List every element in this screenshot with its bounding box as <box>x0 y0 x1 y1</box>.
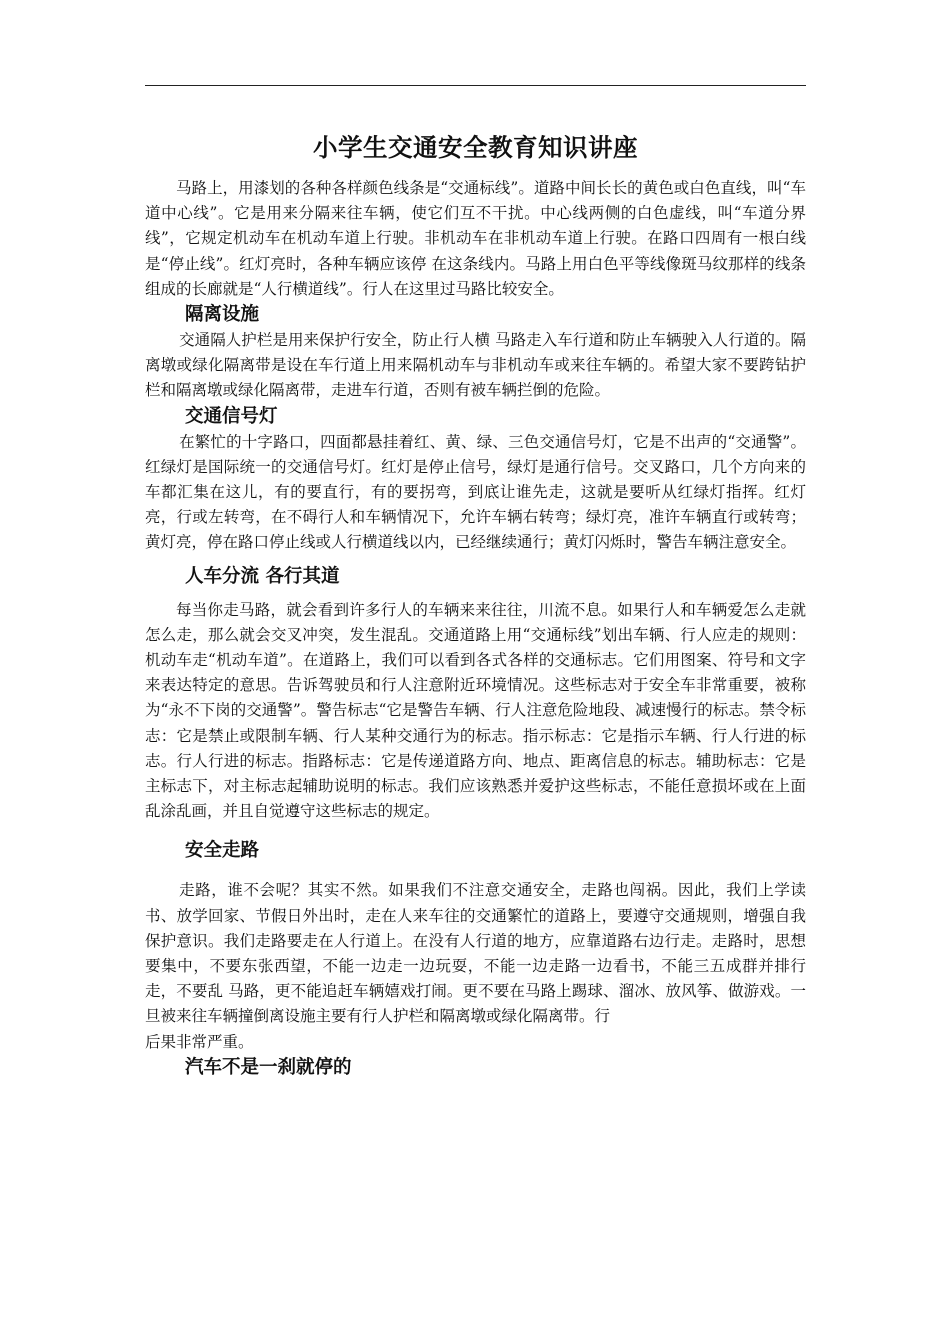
document-title: 小学生交通安全教育知识讲座 <box>313 133 638 162</box>
section-paragraph-safe-walking: 走路，谁不会呢？其实不然。如果我们不注意交通安全，走路也闯祸。因此，我们上学读书、放学回家、节假日外出时，走在人来车往的交通繁忙的道路上，要遵守交通规则，增强自我保护意识。我们走路要走在人行道上。在没有人行道的地方，应靠道路右边行走。走路时，思想要集中，不要东张西望，不能一边走一边玩耍，不能一边走路一边看书，不能三五成群并排行走，不要乱 马路，更不能追赶车辆嬉戏打闹。更不要在马路上踢球、溜冰、放风筝、做游戏。一旦被来往车辆撞倒离设施主要有行人护栏和隔离墩或绿化隔离带。行 <box>145 881 806 1026</box>
spacer <box>145 590 806 598</box>
section-paragraph-safe-walking-end: 后果非常严重。 <box>145 1032 254 1051</box>
spacer <box>145 864 806 878</box>
spacer <box>145 556 806 564</box>
spacer <box>145 824 806 838</box>
header-rule <box>145 85 806 86</box>
section-heading-braking: 汽车不是一刹就停的 <box>185 1056 352 1078</box>
section-heading-separation: 人车分流 各行其道 <box>185 565 340 587</box>
section-heading-safe-walking: 安全走路 <box>185 840 260 862</box>
intro-paragraph: 马路上，用漆划的各种各样颜色线条是“交通标线”。道路中间长长的黄色或白色直线，叫“车道中心线”。它是用来分隔来往车辆，使它们互不干扰。中心线两侧的白色虚线，叫“车道分界线”，它规定机动车在机动车道上行驶。非机动车在非机动车道上行驶。在路口四周有一根白线是“停止线”。红灯亮时，各种车辆应该停 在这条线内。马路上用白色平等线像斑马纹那样的线条组成的长廊就是“人行横道线”。行人在这里过马路比较安全。 <box>145 179 806 298</box>
section-heading-signal-lights: 交通信号灯 <box>185 405 278 427</box>
section-heading-isolation: 隔离设施 <box>185 304 260 326</box>
section-paragraph-isolation: 交通隔人护栏是用来保护行安全，防止行人横 马路走入车行道和防止车辆驶入人行道的。隔离墩或绿化隔离带是设在车行道上用来隔机动车与非机动车或来往车辆的。希望大家不要跨钻护栏和隔离墩或绿化隔离带，走进车行道，否则有被车辆拦倒的危险。 <box>145 331 806 400</box>
document-body <box>145 126 806 1081</box>
section-paragraph-separation: 每当你走马路，就会看到许多行人的车辆来来往往，川流不息。如果行人和车辆爱怎么走就怎么走，那么就会交叉冲突，发生混乱。交通道路上用“交通标线”划出车辆、行人应走的规则：机动车走“机动车道”。在道路上，我们可以看到各式各样的交通标志。它们用图案、符号和文字来表达特定的意思。告诉驾驶员和行人注意附近环境情况。这些标志对于安全车非常重要，被称为“永不下岗的交通警”。警告标志“它是警告车辆、行人注意危险地段、减速慢行的标志。禁令标志：它是禁止或限制车辆、行人某种交通行为的标志。指示标志：它是指示车辆、行人行进的标志。行人行进的标志。指路标志：它是传递道路方向、地点、距离信息的标志。辅助标志：它是主标志下，对主标志起辅助说明的标志。我们应该熟悉并爱护这些标志，不能任意损坏或在上面乱涂乱画，并且自觉遵守这些标志的规定。 <box>145 600 806 821</box>
section-paragraph-signal-lights: 在繁忙的十字路口，四面都悬挂着红、黄、绿、三色交通信号灯，它是不出声的“交通警”。红绿灯是国际统一的交通信号灯。红灯是停止信号，绿灯是通行信号。交叉路口，几个方向来的车都汇集在这儿，有的要直行，有的要拐弯，到底让谁先走，这就是要听从红绿灯指挥。红灯亮，行或左转弯，在不碍行人和车辆情况下，允许车辆右转弯；绿灯亮，准许车辆直行或转弯；黄灯亮，停在路口停止线或人行横道线以内，已经继续通行；黄灯闪烁时，警告车辆注意安全。 <box>145 432 806 552</box>
